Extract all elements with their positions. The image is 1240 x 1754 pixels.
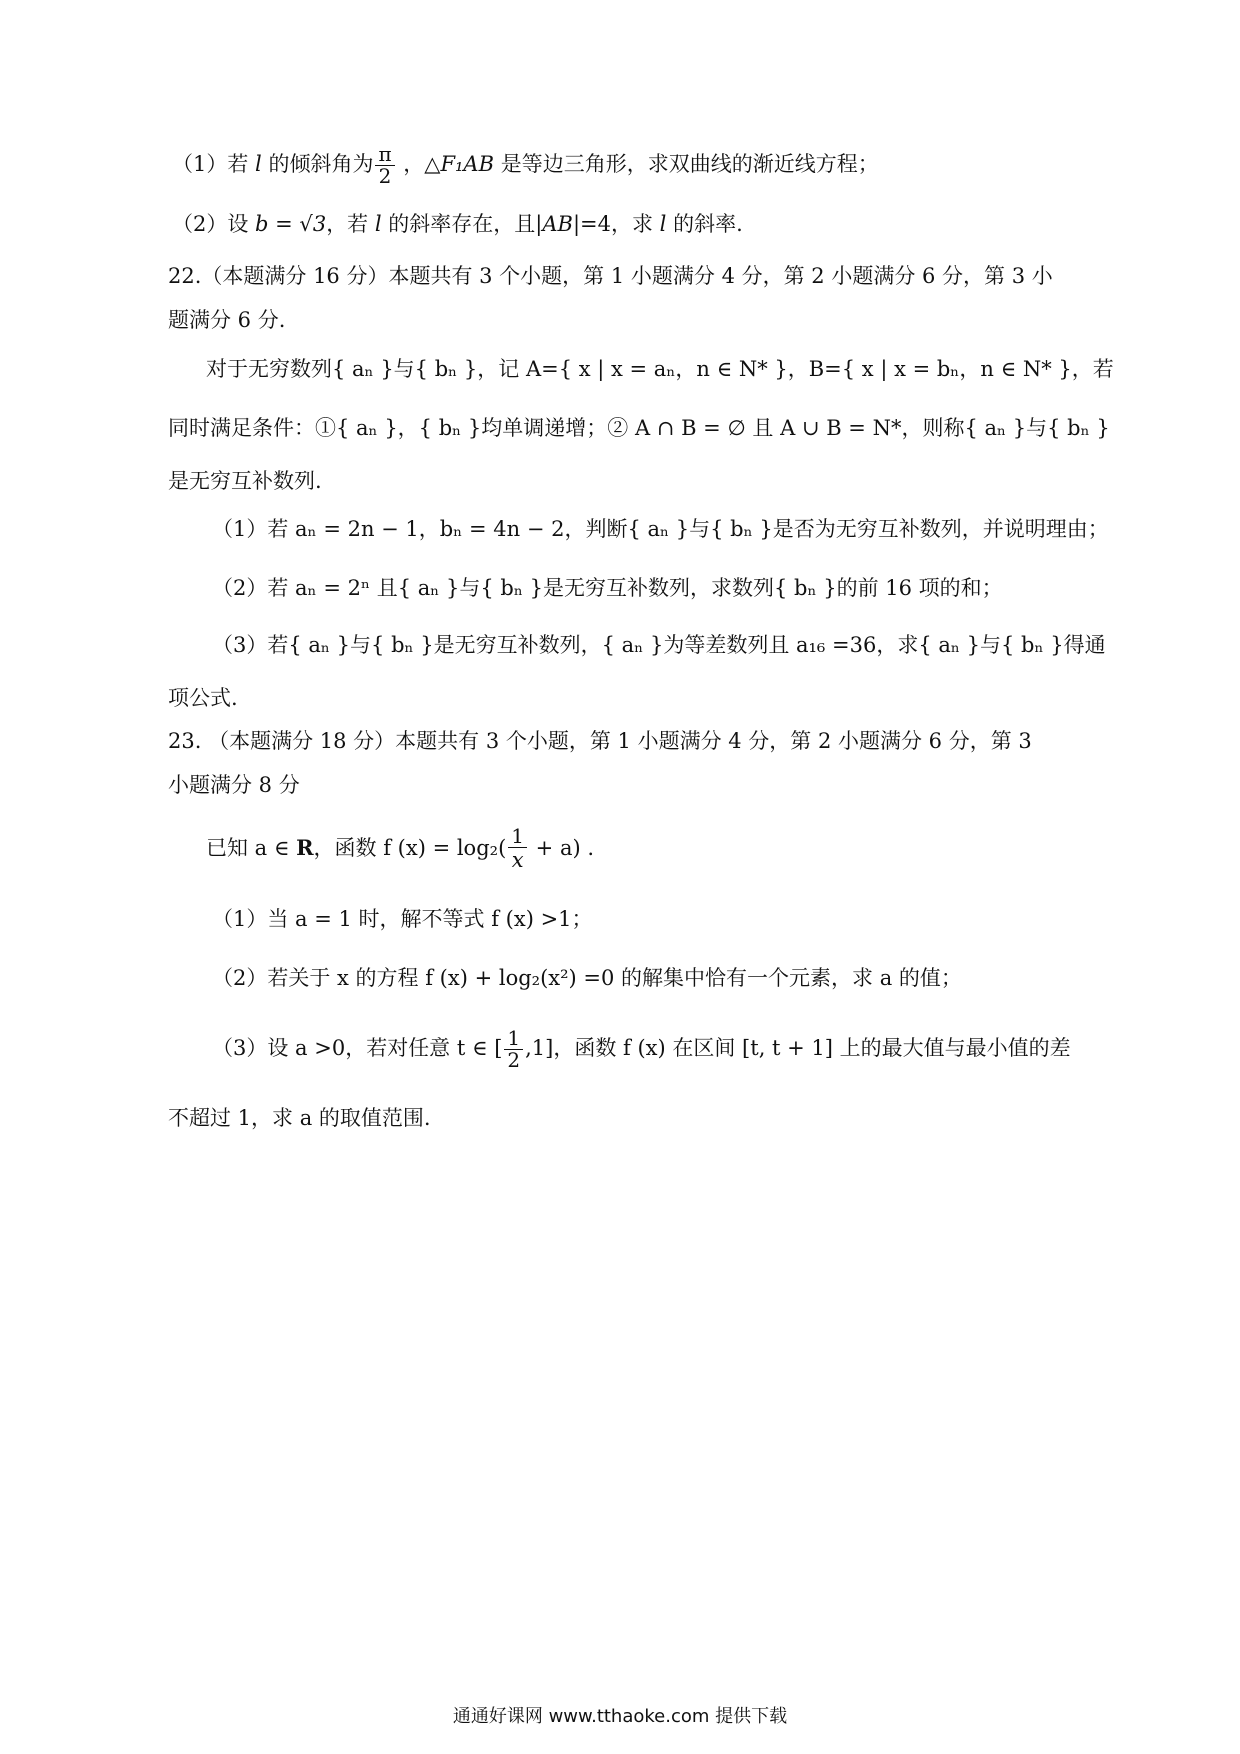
q22-subquestion-3-line2: 项公式.	[168, 686, 238, 710]
line-l: l	[255, 152, 262, 176]
q22-definition-line2: 同时满足条件：①{ aₙ }，{ bₙ }均单调递增；② A ∩ B = ∅ 且 A ∪ B = N*，则称{ aₙ }与{ bₙ }	[168, 416, 1110, 440]
q22-definition-line3: 是无穷互补数列.	[168, 469, 322, 493]
q22-subquestion-3-line1: （3）若{ aₙ }与{ bₙ }是无穷互补数列，{ aₙ }为等差数列且 a₁₆ =36，求{ aₙ }与{ bₙ }得通	[212, 633, 1106, 657]
q23-subquestion-3-line2: 不超过 1，求 a 的取值范围.	[168, 1106, 431, 1130]
q22-subquestion-1: （1）若 aₙ = 2n − 1，bₙ = 4n − 2，判断{ aₙ }与{ bₙ }是否为无穷互补数列，并说明理由；	[212, 517, 1109, 541]
q22-subquestion-2: （2）若 aₙ = 2ⁿ 且{ aₙ }与{ bₙ }是无穷互补数列，求数列{ bₙ }的前 16 项的和；	[212, 576, 1003, 600]
q21-part2: （2）设 b = √3，若 l 的斜率存在，且|AB|=4，求 l 的斜率.	[172, 212, 743, 236]
q21-part1: （1）若 l 的倾斜角为 $\frac{\pi}{2}$ ，△F₁AB 是等边三角形，求双曲线的渐近线方程；	[172, 142, 879, 188]
q22-heading-line1: 22.（本题满分 16 分）本题共有 3 个小题，第 1 小题满分 4 分，第 2 小题满分 6 分，第 3 小	[168, 264, 1053, 288]
fraction-pi-over-2: $\frac{\pi}{2}$	[375, 144, 394, 187]
q23-subquestion-2: （2）若关于 x 的方程 f (x) + log₂(x²) =0 的解集中恰有一个元素，求 a 的值；	[212, 966, 962, 990]
fraction-1-over-2: $\frac{1}{2}$	[504, 1028, 523, 1071]
q23-heading-line1: 23. （本题满分 18 分）本题共有 3 个小题，第 1 小题满分 4 分，第 2 小题满分 6 分，第 3	[168, 729, 1032, 753]
q23-heading-line2: 小题满分 8 分	[168, 773, 300, 797]
q23-subquestion-3-line1: （3）设 a >0，若对任意 t ∈ [ $\frac{1}{2}$ ,1]，函数 f (x) 在区间 [t, t + 1] 上的最大值与最小值的差	[212, 1026, 1071, 1072]
fraction-1-over-x: $\frac{1}{x}$	[508, 826, 527, 873]
page-footer: 通通好课网 www.tthaoke.com 提供下载	[452, 1706, 788, 1727]
q22-definition-line1: 对于无穷数列{ aₙ }与{ bₙ }，记 A={ x | x = aₙ，n ∈ N* }，B={ x | x = bₙ，n ∈ N* }，若	[206, 357, 1114, 381]
q22-heading-line2: 题满分 6 分.	[168, 308, 286, 332]
b-equals-sqrt3: b = √3	[255, 212, 327, 236]
q23-subquestion-1: （1）当 a = 1 时，解不等式 f (x) >1；	[212, 907, 593, 931]
q23-given: 已知 a ∈ R，函数 f (x) = log₂( $\frac{1}{x} + a$) .	[206, 824, 595, 872]
